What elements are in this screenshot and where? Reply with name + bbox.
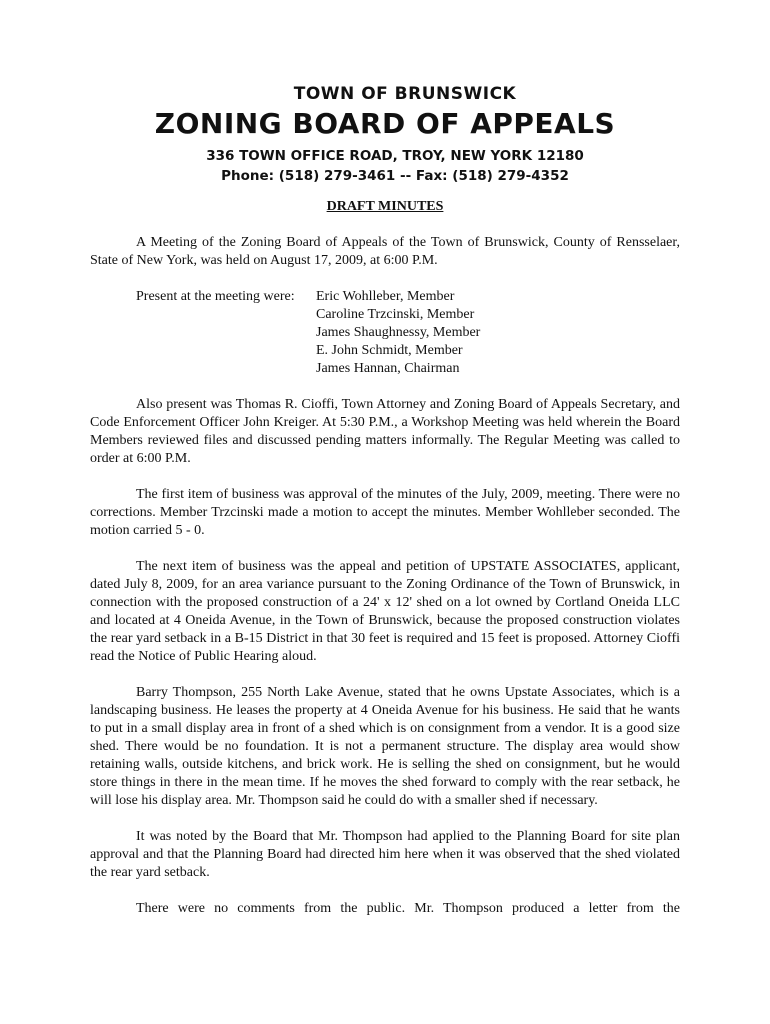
paragraph-meeting-intro: A Meeting of the Zoning Board of Appeals of the Town of Brunswick, County of Rensselaer, State of New York, was held on August 17, 2009, at 6:00 P.M. bbox=[90, 235, 680, 268]
paragraph-board-note: It was noted by the Board that Mr. Thompson had applied to the Planning Board for site plan approval and that the Planning Board had directed him here when it was observed that the shed violated the rear yard setback. bbox=[90, 829, 680, 880]
attendance-list bbox=[316, 288, 480, 378]
paragraph-minutes-approval: The first item of business was approval of the minutes of the July, 2009, meeting. There were no corrections. Member Trzcinski made a motion to accept the minutes. Member Wohlleber seconded. The motion carried 5 - 0. bbox=[90, 487, 680, 538]
attendance-label: Present at the meeting were: bbox=[136, 289, 295, 304]
board-name: ZONING BOARD OF APPEALS bbox=[154, 107, 616, 140]
board-address: 336 TOWN OFFICE ROAD, TROY, NEW YORK 12180 bbox=[206, 148, 584, 164]
paragraph-thompson-statement: Barry Thompson, 255 North Lake Avenue, stated that he owns Upstate Associates, which is a landscaping business. He leases the property at 4 Oneida Avenue for his business. He said that he wants to put in a small display area in front of a shed which is on consignment from a vendor. It is a good size shed. There would be no foundation. It is not a permanent structure. The display area would show retaining walls, outside kitchens, and brick work. He is selling the shed on consignment, but he would store things in there in the mean time. If he moves the shed forward to comply with the rear setback, he will lose his display area. Mr. Thompson said he could do with a smaller shed if necessary. bbox=[90, 685, 680, 808]
town-name: TOWN OF BRUNSWICK bbox=[293, 84, 517, 104]
attendee: James Shaughnessy, Member bbox=[316, 325, 481, 340]
attendee: James Hannan, Chairman bbox=[316, 361, 460, 376]
attendee: E. John Schmidt, Member bbox=[316, 343, 463, 358]
document-title-text: DRAFT MINUTES bbox=[326, 199, 444, 214]
minutes-body bbox=[90, 234, 680, 936]
attendee: Caroline Trzcinski, Member bbox=[316, 307, 475, 322]
letterhead bbox=[0, 82, 770, 186]
attendance-block bbox=[90, 288, 680, 378]
paragraph-public-comments: There were no comments from the public. Mr. Thompson produced a letter from the bbox=[136, 901, 680, 916]
attendee: Eric Wohlleber, Member bbox=[316, 289, 455, 304]
paragraph-also-present: Also present was Thomas R. Cioffi, Town Attorney and Zoning Board of Appeals Secretary, and Code Enforcement Officer John Kreiger. At 5:30 P.M., a Workshop Meeting was held wherein the Board Members reviewed files and discussed pending matters informally. The Regular Meeting was called to order at 6:00 P.M. bbox=[90, 397, 680, 466]
document-title bbox=[0, 199, 770, 215]
board-phone-fax: Phone: (518) 279-3461 -- Fax: (518) 279-4352 bbox=[221, 168, 569, 184]
paragraph-upstate-appeal: The next item of business was the appeal and petition of UPSTATE ASSOCIATES, applicant, dated July 8, 2009, for an area variance pursuant to the Zoning Ordinance of the Town of Brunswick, in connection with the proposed construction of a 24' x 12' shed on a lot owned by Cortland Oneida LLC and located at 4 Oneida Avenue, in the Town of Brunswick, because the proposed construction violates the rear yard setback in a B-15 District in that 30 feet is required and 15 feet is proposed. Attorney Cioffi read the Notice of Public Hearing aloud. bbox=[90, 559, 680, 664]
